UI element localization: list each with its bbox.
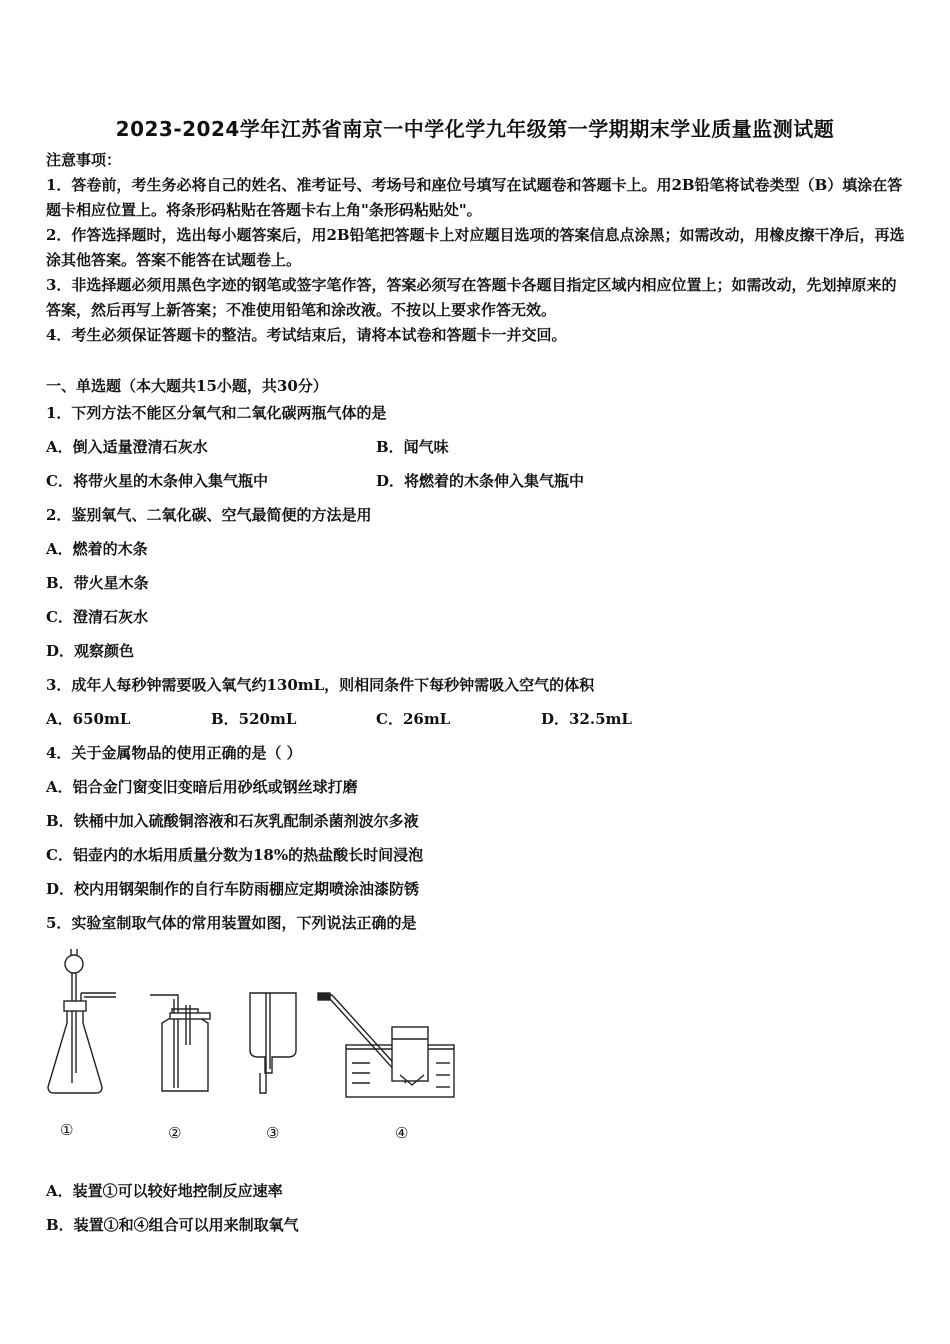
q3-option-d: D．32.5mL — [541, 710, 632, 728]
apparatus-1-flask — [48, 949, 116, 1093]
q1-option-c: C．将带火星的木条伸入集气瓶中 — [46, 472, 268, 490]
figure-label-4: ④ — [395, 1124, 409, 1142]
q4-option-b: B．铁桶中加入硫酸铜溶液和石灰乳配制杀菌剂波尔多液 — [46, 812, 419, 830]
question-3-stem: 3．成年人每秒钟需要吸入氧气约130mL，则相同条件下每秒钟需吸入空气的体积 — [46, 676, 595, 694]
q1-option-b: B．闻气味 — [376, 438, 449, 456]
apparatus-figure — [40, 945, 470, 1150]
section-heading: 一、单选题（本大题共15小题，共30分） — [46, 377, 328, 395]
question-1-stem: 1．下列方法不能区分氧气和二氧化碳两瓶气体的是 — [46, 404, 387, 422]
apparatus-3-inverted-bottle — [250, 993, 296, 1093]
apparatus-2-bottle — [150, 995, 210, 1091]
apparatus-4-water-trough — [318, 993, 454, 1097]
q1-option-d: D．将燃着的木条伸入集气瓶中 — [376, 472, 585, 490]
notice-block — [46, 148, 906, 348]
notice-item-3: 3．非选择题必须用黑色字迹的钢笔或签字笔作答，答案必须写在答题卡各题目指定区域内相应位置上；如需改动，先划掉原来的答案，然后再写上新答案；不准使用铅笔和涂改液。不按以上要求作答无效。 — [46, 276, 897, 319]
q2-option-a: A．燃着的木条 — [46, 540, 148, 558]
q4-option-a: A．铝合金门窗变旧变暗后用砂纸或钢丝球打磨 — [46, 778, 358, 796]
notice-item-1: 1．答卷前，考生务必将自己的姓名、准考证号、考场号和座位号填写在试题卷和答题卡上。用2B铅笔将试卷类型（B）填涂在答题卡相应位置上。将条形码粘贴在答题卡右上角"条形码粘贴处"。 — [46, 176, 903, 219]
q3-option-c: C．26mL — [376, 710, 451, 728]
figure-label-2: ② — [168, 1124, 182, 1142]
question-2-stem: 2．鉴别氧气、二氧化碳、空气最简便的方法是用 — [46, 506, 372, 524]
figure-label-3: ③ — [266, 1124, 280, 1142]
q2-option-d: D．观察颜色 — [46, 642, 135, 660]
notice-heading: 注意事项： — [46, 151, 122, 169]
notice-item-2: 2．作答选择题时，选出每小题答案后，用2B铅笔把答题卡上对应题目选项的答案信息点涂黑；如需改动，用橡皮擦干净后，再选涂其他答案。答案不能答在试题卷上。 — [46, 226, 905, 269]
notice-item-4: 4．考生必须保证答题卡的整洁。考试结束后，请将本试卷和答题卡一并交回。 — [46, 326, 567, 344]
page-title: 2023-2024学年江苏省南京一中学化学九年级第一学期期末学业质量监测试题 — [115, 117, 835, 141]
q1-option-a: A．倒入适量澄清石灰水 — [46, 438, 208, 456]
q4-option-d: D．校内用钢架制作的自行车防雨棚应定期喷涂油漆防锈 — [46, 880, 420, 898]
figure-label-1: ① — [60, 1121, 74, 1139]
q3-option-a: A．650mL — [46, 710, 131, 728]
q5-option-b: B．装置①和④组合可以用来制取氧气 — [46, 1216, 299, 1234]
question-5-stem: 5．实验室制取气体的常用装置如图，下列说法正确的是 — [46, 914, 417, 932]
q3-option-b: B．520mL — [211, 710, 297, 728]
q5-option-a: A．装置①可以较好地控制反应速率 — [46, 1182, 283, 1200]
q4-option-c: C．铝壶内的水垢用质量分数为18%的热盐酸长时间浸泡 — [46, 846, 424, 864]
q2-option-c: C．澄清石灰水 — [46, 608, 148, 626]
q2-option-b: B．带火星木条 — [46, 574, 149, 592]
question-4-stem: 4．关于金属物品的使用正确的是（ ） — [46, 744, 302, 762]
